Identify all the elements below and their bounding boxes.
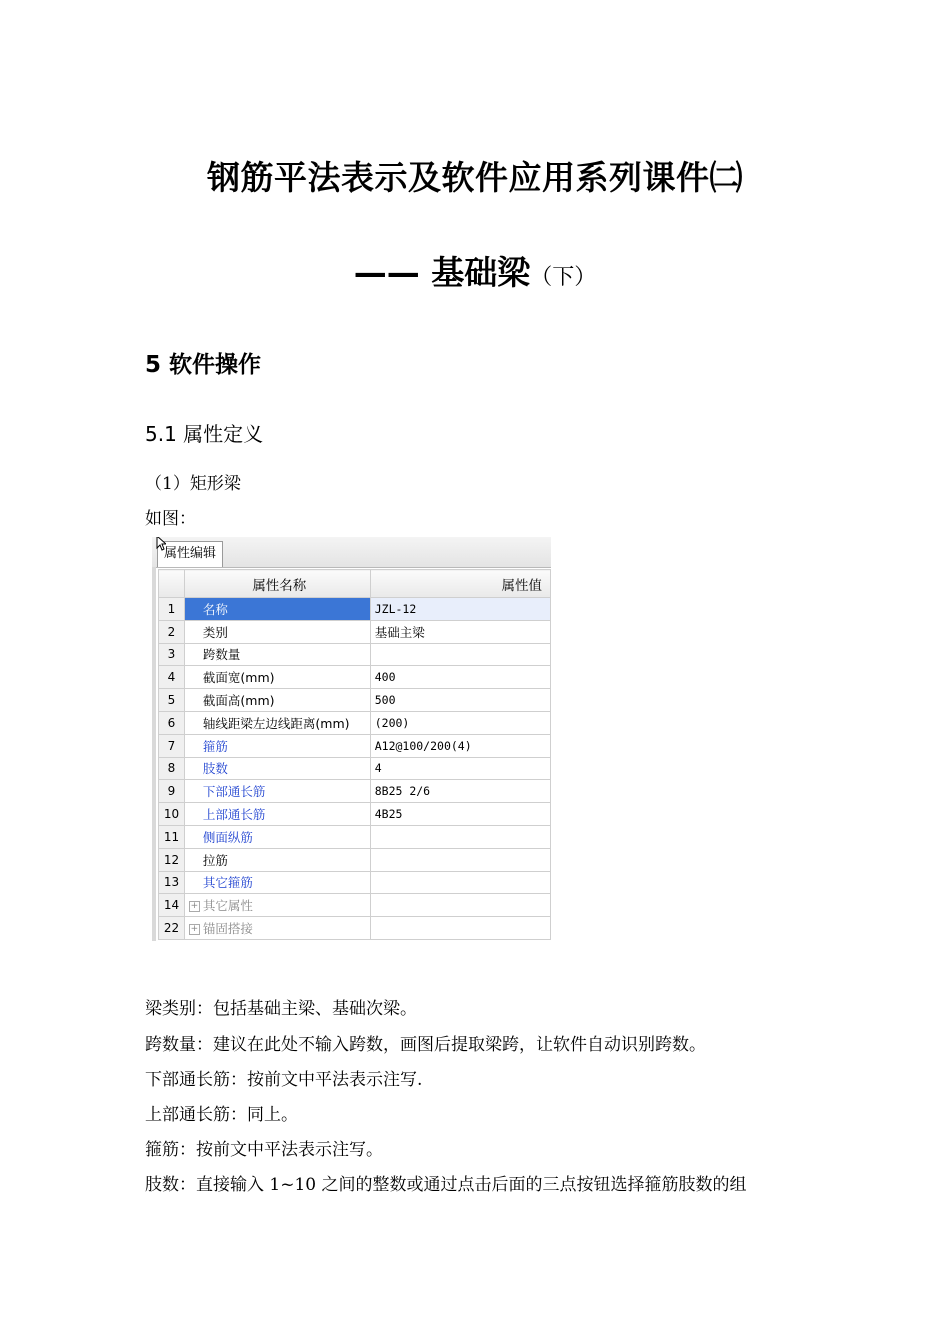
table-row[interactable] <box>159 666 551 689</box>
property-value-cell[interactable] <box>370 825 550 848</box>
row-number: 9 <box>159 780 185 803</box>
property-value-cell[interactable]: 400 <box>370 666 550 689</box>
property-name-cell[interactable]: 拉筋 <box>184 848 370 871</box>
subtitle-main: —— 基础梁 <box>353 253 531 292</box>
table-row[interactable] <box>159 917 551 940</box>
property-value-cell[interactable] <box>370 848 550 871</box>
mouse-cursor-icon <box>156 537 166 551</box>
property-name-cell[interactable]: 箍筋 <box>184 734 370 757</box>
table-row[interactable] <box>159 711 551 734</box>
table-row[interactable] <box>159 598 551 621</box>
table-row[interactable] <box>159 894 551 917</box>
paragraph: 下部通长筋：按前文中平法表示注写. <box>145 1070 423 1090</box>
table-row[interactable] <box>159 848 551 871</box>
property-table <box>158 569 551 940</box>
expand-plus-icon[interactable]: + <box>190 924 199 935</box>
table-row[interactable] <box>159 643 551 666</box>
table-row[interactable] <box>159 871 551 894</box>
table-header-row <box>159 570 551 598</box>
subtitle-suffix: （下） <box>530 265 597 290</box>
item-label: （1）矩形梁 <box>145 474 241 494</box>
property-value-cell[interactable]: 4 <box>370 757 550 780</box>
row-number: 8 <box>159 757 185 780</box>
header-num-cell <box>159 570 185 598</box>
row-number: 10 <box>159 803 185 826</box>
property-value-cell[interactable]: 基础主梁 <box>370 620 550 643</box>
row-number: 4 <box>159 666 185 689</box>
property-name-cell[interactable]: 轴线距梁左边线距离(mm) <box>184 711 370 734</box>
paragraph: 梁类别：包括基础主梁、基础次梁。 <box>145 999 417 1019</box>
row-number: 12 <box>159 848 185 871</box>
tab-property-edit[interactable]: 属性编辑 <box>157 541 223 567</box>
header-value[interactable]: 属性值 <box>370 570 550 598</box>
table-row[interactable] <box>159 780 551 803</box>
section-heading: 5 软件操作 <box>145 352 262 378</box>
table-row[interactable] <box>159 825 551 848</box>
table-row[interactable] <box>159 734 551 757</box>
property-name-cell[interactable]: 截面宽(mm) <box>184 666 370 689</box>
table-row[interactable] <box>159 689 551 712</box>
property-name-cell[interactable]: 名称 <box>184 598 370 621</box>
row-number: 22 <box>159 917 185 940</box>
property-name-cell[interactable]: 下部通长筋 <box>184 780 370 803</box>
property-name-cell[interactable]: 类别 <box>184 620 370 643</box>
row-number: 6 <box>159 711 185 734</box>
property-name-cell[interactable]: 侧面纵筋 <box>184 825 370 848</box>
row-number: 3 <box>159 643 185 666</box>
group-label: 锚固搭接 <box>202 921 253 937</box>
paragraph: 跨数量：建议在此处不输入跨数，画图后提取梁跨，让软件自动识别跨数。 <box>145 1035 706 1055</box>
property-value-cell[interactable] <box>370 917 550 940</box>
property-value-cell[interactable]: 500 <box>370 689 550 712</box>
row-number: 1 <box>159 598 185 621</box>
property-name-cell[interactable]: 肢数 <box>184 757 370 780</box>
table-row[interactable] <box>159 757 551 780</box>
property-value-cell[interactable]: JZL-12 <box>370 598 550 621</box>
paragraph: 肢数：直接输入 1~10 之间的整数或通过点击后面的三点按钮选择箍筋肢数的组 <box>145 1175 747 1195</box>
property-rows <box>159 598 551 940</box>
figure-intro: 如图： <box>145 509 196 529</box>
paragraph: 上部通长筋：同上。 <box>145 1105 298 1125</box>
property-name-cell[interactable]: 其它箍筋 <box>184 871 370 894</box>
property-value-cell[interactable]: 8B25 2/6 <box>370 780 550 803</box>
property-value-cell[interactable] <box>370 871 550 894</box>
row-number: 2 <box>159 620 185 643</box>
group-label: 其它属性 <box>202 898 253 914</box>
subsection-heading: 5.1 属性定义 <box>145 422 264 446</box>
panel-left-edge <box>152 567 156 941</box>
table-row[interactable] <box>159 620 551 643</box>
row-number: 5 <box>159 689 185 712</box>
property-name-cell[interactable] <box>184 917 370 940</box>
row-number: 11 <box>159 825 185 848</box>
paragraph: 箍筋：按前文中平法表示注写。 <box>145 1140 383 1160</box>
property-name-cell[interactable] <box>184 894 370 917</box>
tab-strip <box>152 537 551 568</box>
property-name-cell[interactable]: 上部通长筋 <box>184 803 370 826</box>
row-number: 14 <box>159 894 185 917</box>
property-value-cell[interactable]: 4B25 <box>370 803 550 826</box>
property-name-cell[interactable]: 截面高(mm) <box>184 689 370 712</box>
doc-subtitle <box>0 247 950 294</box>
property-value-cell[interactable] <box>370 643 550 666</box>
property-value-cell[interactable]: A12@100/200(4) <box>370 734 550 757</box>
doc-title: 钢筋平法表示及软件应用系列课件㈡ <box>207 158 743 197</box>
row-number: 7 <box>159 734 185 757</box>
expand-plus-icon[interactable]: + <box>190 901 199 912</box>
property-name-cell[interactable]: 跨数量 <box>184 643 370 666</box>
header-name[interactable]: 属性名称 <box>184 570 370 598</box>
property-editor-screenshot <box>152 537 551 941</box>
property-value-cell[interactable] <box>370 894 550 917</box>
property-value-cell[interactable]: (200) <box>370 711 550 734</box>
row-number: 13 <box>159 871 185 894</box>
table-row[interactable] <box>159 803 551 826</box>
